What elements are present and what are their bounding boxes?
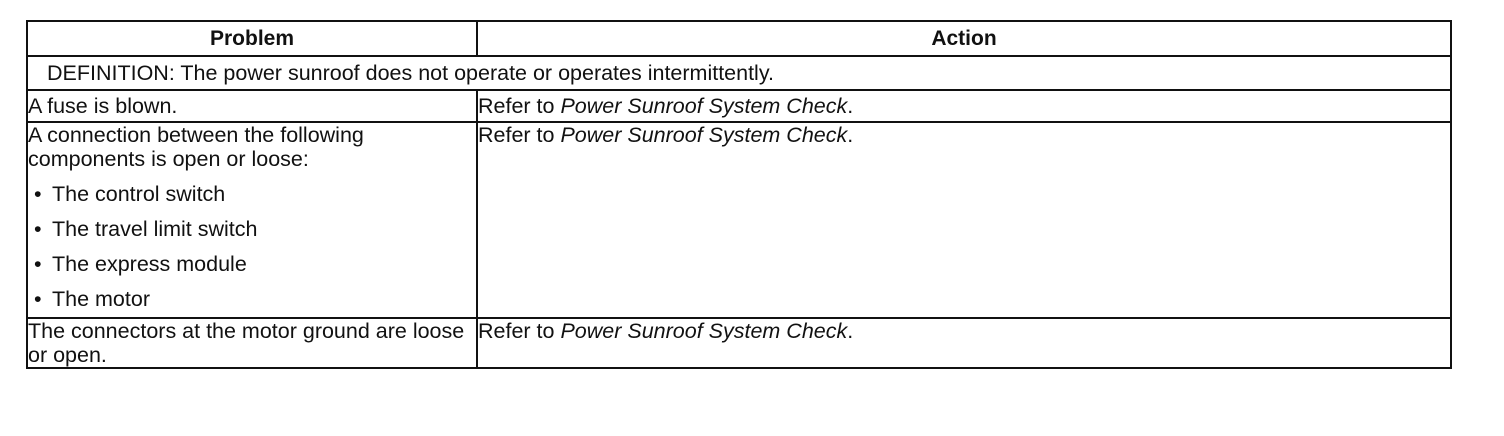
action-reference: Power Sunroof System Check — [560, 123, 848, 147]
action-suffix: . — [847, 319, 854, 343]
problem-cell — [27, 122, 477, 318]
bullet-icon: • — [34, 217, 42, 241]
problem-text: A fuse is blown. — [28, 94, 178, 118]
problem-cell — [27, 318, 477, 368]
list-item-text: The travel limit switch — [52, 217, 258, 241]
action-prefix: Refer to — [478, 123, 561, 147]
list-item — [34, 177, 476, 212]
problem-text: The connectors at the motor ground are loose or open. — [28, 319, 465, 367]
table-row — [27, 90, 1451, 122]
definition-text: DEFINITION: The power sunroof does not operate or operates intermittently. — [27, 56, 1451, 90]
action-reference: Power Sunroof System Check — [560, 94, 848, 118]
action-column-header: Action — [477, 21, 1451, 56]
list-item-text: The control switch — [52, 182, 226, 206]
list-item — [34, 282, 476, 317]
action-cell — [477, 122, 1451, 318]
problem-cell — [27, 90, 477, 122]
problem-text: A connection between the following components is open or loose: — [28, 123, 364, 171]
table-row — [27, 318, 1451, 368]
bullet-icon: • — [34, 287, 42, 311]
table-row — [27, 122, 1451, 318]
action-suffix: . — [847, 94, 854, 118]
action-prefix: Refer to — [478, 319, 561, 343]
list-item-text: The motor — [52, 287, 150, 311]
component-list — [28, 177, 476, 317]
bullet-icon: • — [34, 252, 42, 276]
action-prefix: Refer to — [478, 94, 561, 118]
header-row — [27, 21, 1451, 56]
problem-column-header: Problem — [27, 21, 477, 56]
list-item — [34, 212, 476, 247]
bullet-icon: • — [34, 182, 42, 206]
action-cell — [477, 90, 1451, 122]
list-item-text: The express module — [52, 252, 247, 276]
action-cell — [477, 318, 1451, 368]
definition-row — [27, 56, 1451, 90]
action-reference: Power Sunroof System Check — [560, 319, 848, 343]
action-suffix: . — [847, 123, 854, 147]
list-item — [34, 247, 476, 282]
troubleshooting-table — [26, 20, 1452, 369]
